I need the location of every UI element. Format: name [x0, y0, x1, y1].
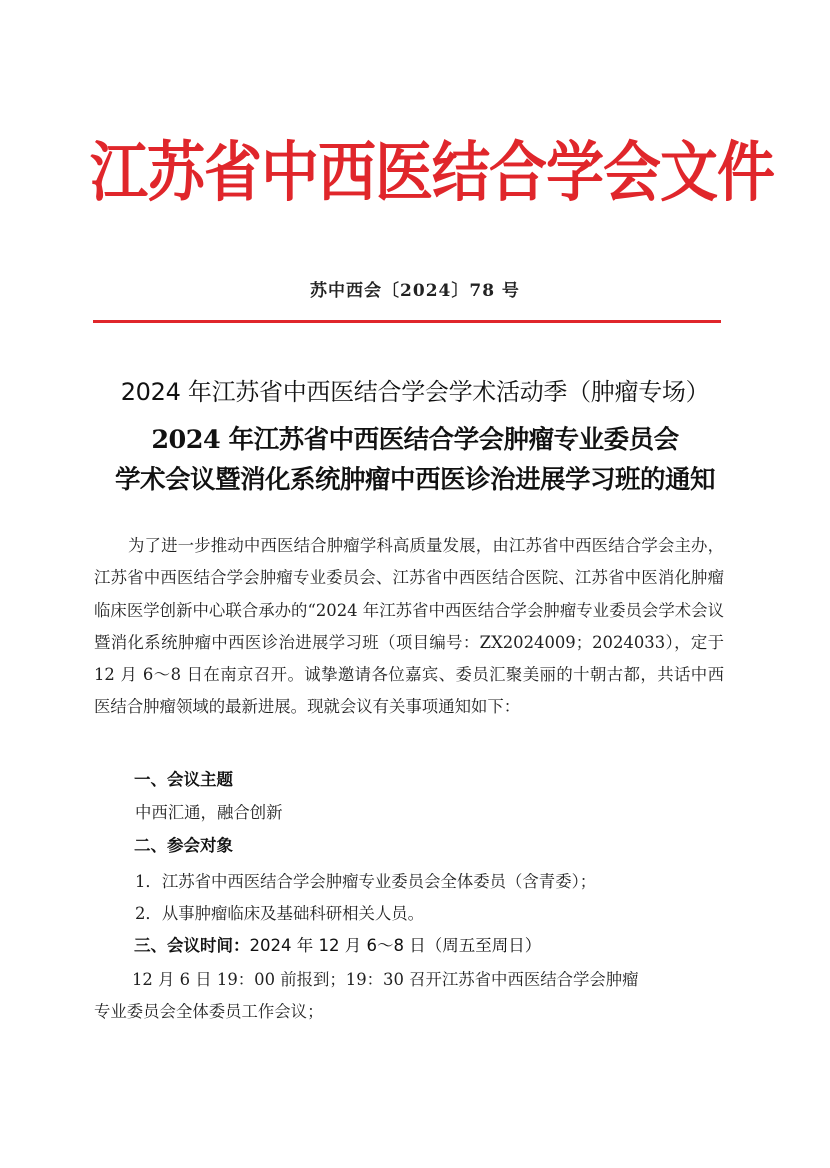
notice-title-line-2: 2024 年江苏省中西医结合学会肿瘤专业委员会 — [151, 425, 679, 455]
notice-title-line-1: 2024 年江苏省中西医结合学会学术活动季（肿瘤专场） — [120, 378, 710, 406]
section-3-line-1: 12 月 6 日 19：00 前报到；19：30 召开江苏省中西医结合学会肿瘤 — [132, 970, 639, 989]
section-3-line-2: 专业委员会全体委员工作会议； — [94, 1002, 324, 1021]
section-3-heading-value: 2024 年 12 月 6～8 日（周五至周日） — [249, 936, 542, 955]
section-3-heading — [134, 932, 541, 956]
intro-paragraph: 为了进一步推动中西医结合肿瘤学科高质量发展，由江苏省中西医结合学会主办，江苏省中西医结合学会肿瘤专业委员会、江苏省中西医结合医院、江苏省中医消化肿瘤临床医学创新中心联合承办的“2024 年江苏省中西医结合学会肿瘤专业委员会学术会议暨消化系统肿瘤中西医诊治进展学习班（项目编号：ZX2024009；2024033），定于 12 月 6～8 日在南京召开。诚挚邀请各位嘉宾、委员汇聚美丽的十朝古都，共话中西医结合肿瘤领域的最新进展。现就会议有关事项通知如下： — [94, 536, 724, 717]
notice-title-line-3: 学术会议暨消化系统肿瘤中西医诊治进展学习班的通知 — [114, 465, 715, 495]
organization-header: 江苏省中西医结合学会文件 — [90, 133, 775, 211]
document-number: 苏中西会〔2024〕78 号 — [310, 281, 520, 301]
section-1-heading: 一、会议主题 — [134, 770, 233, 789]
section-2-item-2: 2．从事肿瘤临床及基础科研相关人员。 — [135, 904, 425, 923]
header-divider — [93, 320, 721, 323]
section-3-heading-label: 三、会议时间： — [134, 936, 250, 955]
section-2-heading: 二、参会对象 — [134, 836, 233, 855]
section-1-content: 中西汇通，融合创新 — [135, 803, 283, 822]
section-2-item-1: 1．江苏省中西医结合学会肿瘤专业委员会全体委员（含青委）； — [135, 872, 597, 891]
